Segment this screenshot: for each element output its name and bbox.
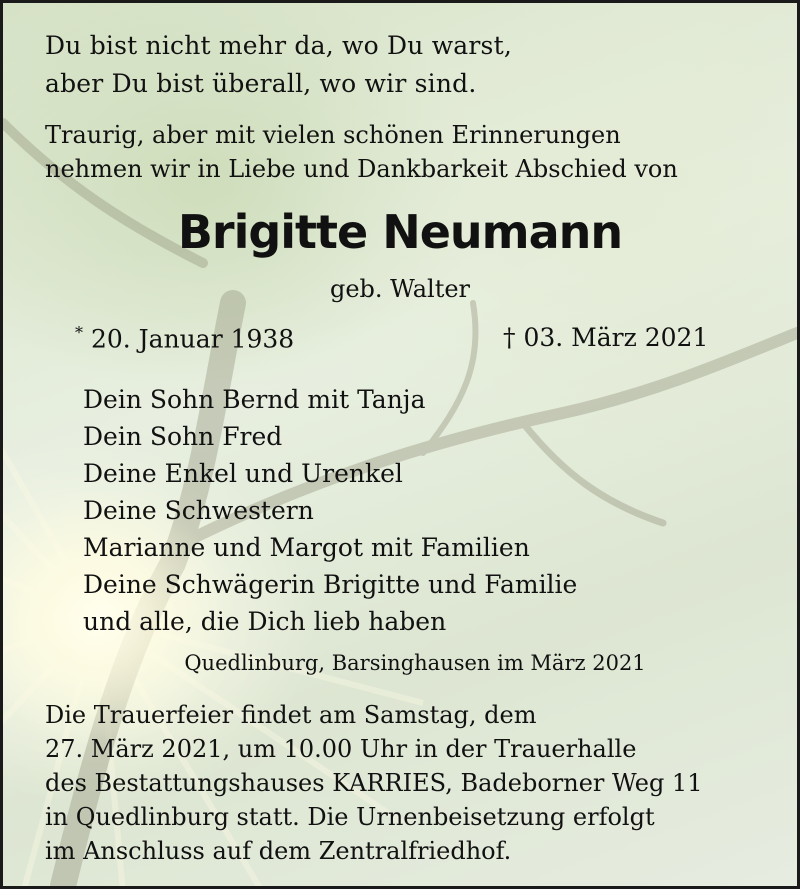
place-date: Quedlinburg, Barsinghausen im März 2021 (184, 651, 646, 675)
family-line-4: Deine Schwestern (83, 496, 314, 525)
family-line-3: Deine Enkel und Urenkel (83, 459, 403, 488)
family-line-2: Dein Sohn Fred (83, 422, 283, 451)
intro-line-2: nehmen wir in Liebe und Dankbarkeit Abschied von (45, 155, 678, 183)
intro-line-1: Traurig, aber mit vielen schönen Erinnerungen (45, 121, 621, 149)
birth-date (75, 323, 294, 353)
family-line-5: Marianne und Margot mit Familien (83, 533, 530, 562)
death-date-text: 03. März 2021 (523, 323, 709, 352)
funeral-info-line-4: in Quedlinburg statt. Die Urnenbeisetzung erfolgt (45, 803, 655, 831)
funeral-info-line-5: im Anschluss auf dem Zentralfriedhof. (45, 837, 512, 865)
obituary-text (3, 3, 797, 886)
funeral-info-line-2: 27. März 2021, um 10.00 Uhr in der Trauerhalle (45, 735, 637, 763)
verse-line-2: aber Du bist überall, wo wir sind. (45, 69, 477, 98)
family-line-6: Deine Schwägerin Brigitte und Familie (83, 570, 578, 599)
family-line-1: Dein Sohn Bernd mit Tanja (83, 385, 426, 414)
death-date (503, 323, 708, 352)
maiden-name: geb. Walter (329, 275, 471, 303)
deceased-name: Brigitte Neumann (177, 205, 623, 259)
funeral-info-line-3: des Bestattungshauses KARRIES, Badeborner Weg 11 (45, 769, 703, 797)
verse-line-1: Du bist nicht mehr da, wo Du warst, (45, 31, 512, 60)
birth-symbol: * (75, 323, 83, 342)
death-symbol: † (503, 323, 516, 352)
funeral-info-line-1: Die Trauerfeier findet am Samstag, dem (45, 701, 537, 729)
birth-date-text: 20. Januar 1938 (90, 324, 295, 354)
family-line-7: und alle, die Dich lieb haben (83, 607, 447, 636)
